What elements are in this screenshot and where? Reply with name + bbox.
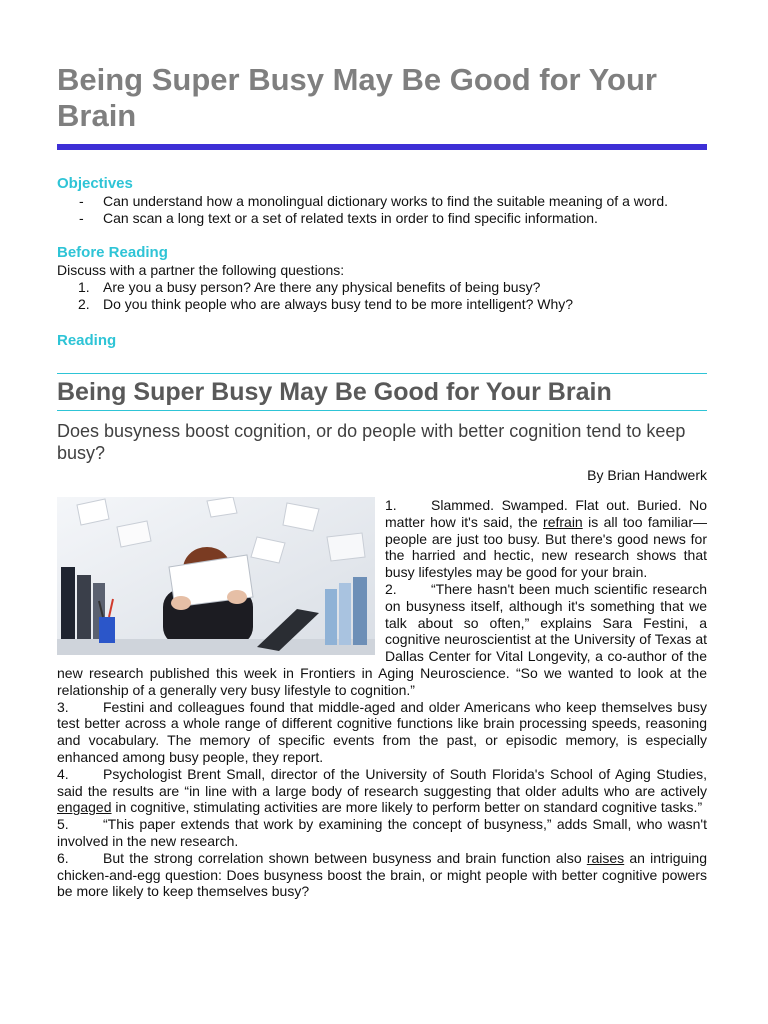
dash-bullet: - (79, 210, 84, 226)
question-text: Are you a busy person? Are there any physical benefits of being busy? (103, 279, 541, 295)
question-item (57, 296, 707, 313)
article-paragraph-3: 3. Festini and colleagues found that middle-aged and older Americans who keep themselves busy test better across a whole range of different cognitive functions like brain processing speeds, reasoning and vocabulary. The memory of specific events from the past, or episodic memory, is especially enhanced among busy people, they report. (57, 698, 707, 765)
objectives-heading: Objectives (57, 175, 133, 192)
question-number: 1. (78, 279, 90, 295)
busy-office-photo (57, 497, 375, 655)
document-title: Being Super Busy May Be Good for Your Brain (57, 62, 657, 133)
question-item (57, 279, 707, 296)
objective-text: Can understand how a monolingual dictionary works to find the suitable meaning of a word. (103, 193, 668, 209)
vocab-word-refrain: refrain (543, 513, 583, 530)
article-byline: By Brian Handwerk (587, 467, 707, 483)
reading-heading: Reading (57, 332, 117, 349)
objective-item (57, 193, 707, 210)
article-body (57, 497, 707, 900)
discussion-questions (57, 279, 707, 313)
paragraph-number: 6. (57, 849, 69, 866)
title-underline-rule (57, 144, 707, 150)
question-number: 2. (78, 296, 90, 312)
paragraph-number: 3. (57, 698, 69, 715)
objectives-list (57, 193, 707, 227)
article-paragraph-5: 5. “This paper extends that work by examining the concept of busyness,” adds Small, who wasn't involved in the new research. (57, 816, 707, 849)
question-text: Do you think people who are always busy tend to be more intelligent? Why? (103, 296, 574, 312)
objective-text: Can scan a long text or a set of related texts in order to find specific information. (103, 210, 598, 226)
article-paragraph-2: 2. “There hasn't been much scientific research on busyness itself, although it's something that we talk about so often,” explains Sara Festini, a cognitive neuroscientist at the University of Texas at Dallas Center for Vital Longevity, a co-author of the new research published this week in Frontiers in Aging Neuroscience. “So we wanted to look at the relationship of a generally very busy lifestyle to cognition.” (57, 580, 707, 698)
paragraph-number: 2. (385, 580, 397, 597)
vocab-word-raises: raises (586, 849, 625, 866)
objective-item (57, 210, 707, 227)
before-reading-heading: Before Reading (57, 244, 168, 261)
article-subtitle: Does busyness boost cognition, or do people with better cognition tend to keep busy? (57, 421, 686, 463)
article-top-rule (57, 373, 707, 374)
article-paragraph-1: 1. Slammed. Swamped. Flat out. Buried. No matter how it's said, the refrain is all too familiar—people are just too busy. But there's good news for the harried and hectic, new research shows that busy lifestyles may be good for your brain. (385, 497, 707, 581)
article-paragraph-4: 4. Psychologist Brent Small, director of the University of South Florida's School of Aging Studies, said the results are “in line with a large body of research suggesting that older adults who are actively engaged in cognitive, stimulating activities are more likely to perform better on standard cognitive tasks.” (57, 765, 707, 816)
paragraph-number: 1. (385, 497, 397, 513)
busy-person-illustration (57, 497, 375, 655)
worksheet-page (57, 62, 707, 900)
before-reading-intro: Discuss with a partner the following questions: (57, 262, 345, 278)
paragraph-number: 4. (57, 765, 69, 782)
vocab-word-engaged: engaged (57, 799, 112, 816)
article-title: Being Super Busy May Be Good for Your Brain (57, 378, 612, 406)
paragraph-number: 5. (57, 816, 69, 833)
article-bottom-rule (57, 410, 707, 411)
dash-bullet: - (79, 193, 84, 209)
article-paragraph-6: 6. But the strong correlation shown between busyness and brain function also raises an intriguing chicken-and-egg question: Does busyness boost the brain, or might people with better cognitive powers be more likely to keep themselves busy? (57, 849, 707, 900)
